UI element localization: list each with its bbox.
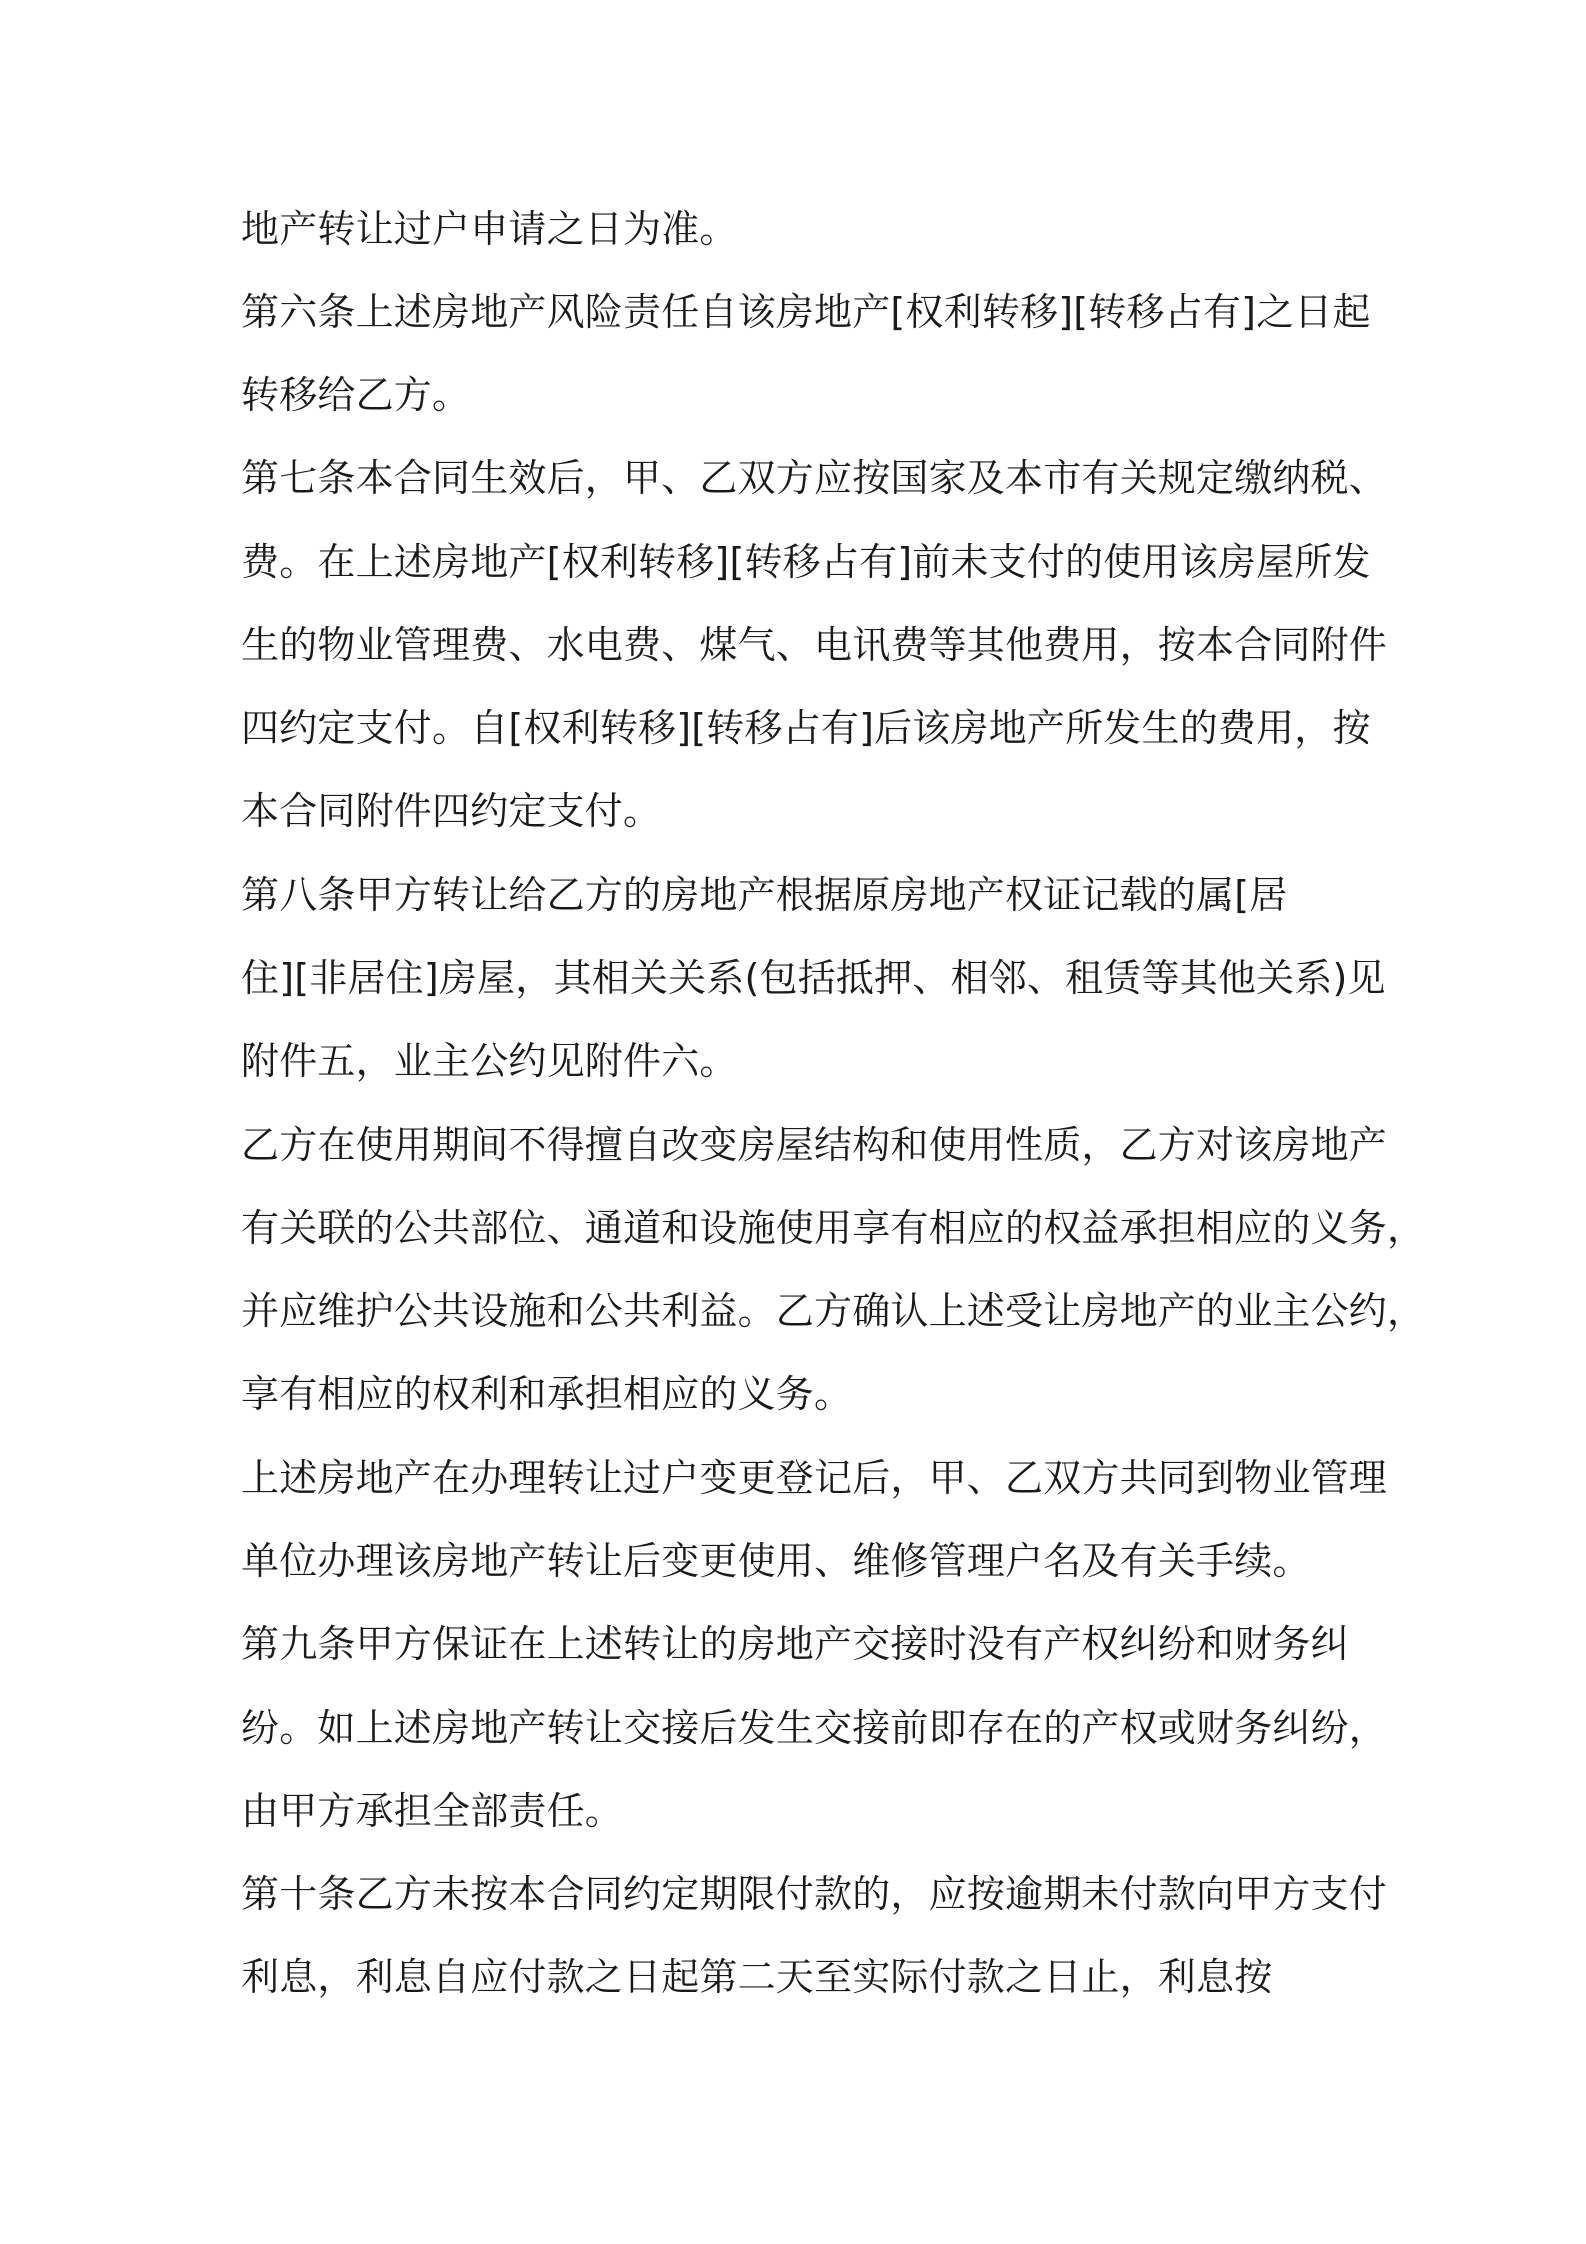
text-line: 乙方在使用期间不得擅自改变房屋结构和使用性质，乙方对该房地产: [241, 1123, 1388, 1167]
text-line: 费。在上述房地产[权利转移][转移占有]前未支付的使用该房屋所发: [241, 540, 1371, 584]
text-line: 享有相应的权利和承担相应的义务。: [241, 1372, 853, 1416]
text-line: 第八条甲方转让给乙方的房地产根据原房地产权证记载的属[居: [241, 873, 1288, 917]
text-line: 纷。如上述房地产转让交接后发生交接前即存在的产权或财务纠纷，: [241, 1706, 1388, 1750]
text-line: 转移给乙方。: [241, 373, 471, 417]
text-line: 上述房地产在办理转让过户变更登记后，甲、乙双方共同到物业管理: [241, 1456, 1388, 1500]
text-line: 由甲方承担全部责任。: [241, 1789, 624, 1833]
text-line: 地产转让过户申请之日为准。: [241, 207, 738, 251]
text-line: 并应维护公共设施和公共利益。乙方确认上述受让房地产的业主公约，: [241, 1289, 1426, 1333]
text-line: 第九条甲方保证在上述转让的房地产交接时没有产权纠纷和财务纠: [241, 1622, 1349, 1666]
text-line: 附件五，业主公约见附件六。: [241, 1039, 738, 1083]
text-line: 第十条乙方未按本合同约定期限付款的，应按逾期未付款向甲方支付: [241, 1872, 1388, 1916]
text-line: 有关联的公共部位、通道和设施使用享有相应的权益承担相应的义务，: [241, 1206, 1426, 1250]
text-line: 第七条本合同生效后，甲、乙双方应按国家及本市有关规定缴纳税、: [241, 456, 1388, 500]
text-line: 生的物业管理费、水电费、煤气、电讯费等其他费用，按本合同附件: [241, 623, 1388, 667]
text-line: 住][非居住]房屋，其相关关系(包括抵押、相邻、租赁等其他关系)见: [241, 956, 1386, 1000]
text-line: 本合同附件四约定支付。: [241, 789, 662, 833]
text-line: 单位办理该房地产转让后变更使用、维修管理户名及有关手续。: [241, 1539, 1311, 1583]
text-line: 利息，利息自应付款之日起第二天至实际付款之日止，利息按: [241, 1955, 1273, 1999]
text-line: 第六条上述房地产风险责任自该房地产[权利转移][转移占有]之日起: [241, 290, 1371, 334]
text-line: 四约定支付。自[权利转移][转移占有]后该房地产所发生的费用，按: [241, 706, 1371, 750]
